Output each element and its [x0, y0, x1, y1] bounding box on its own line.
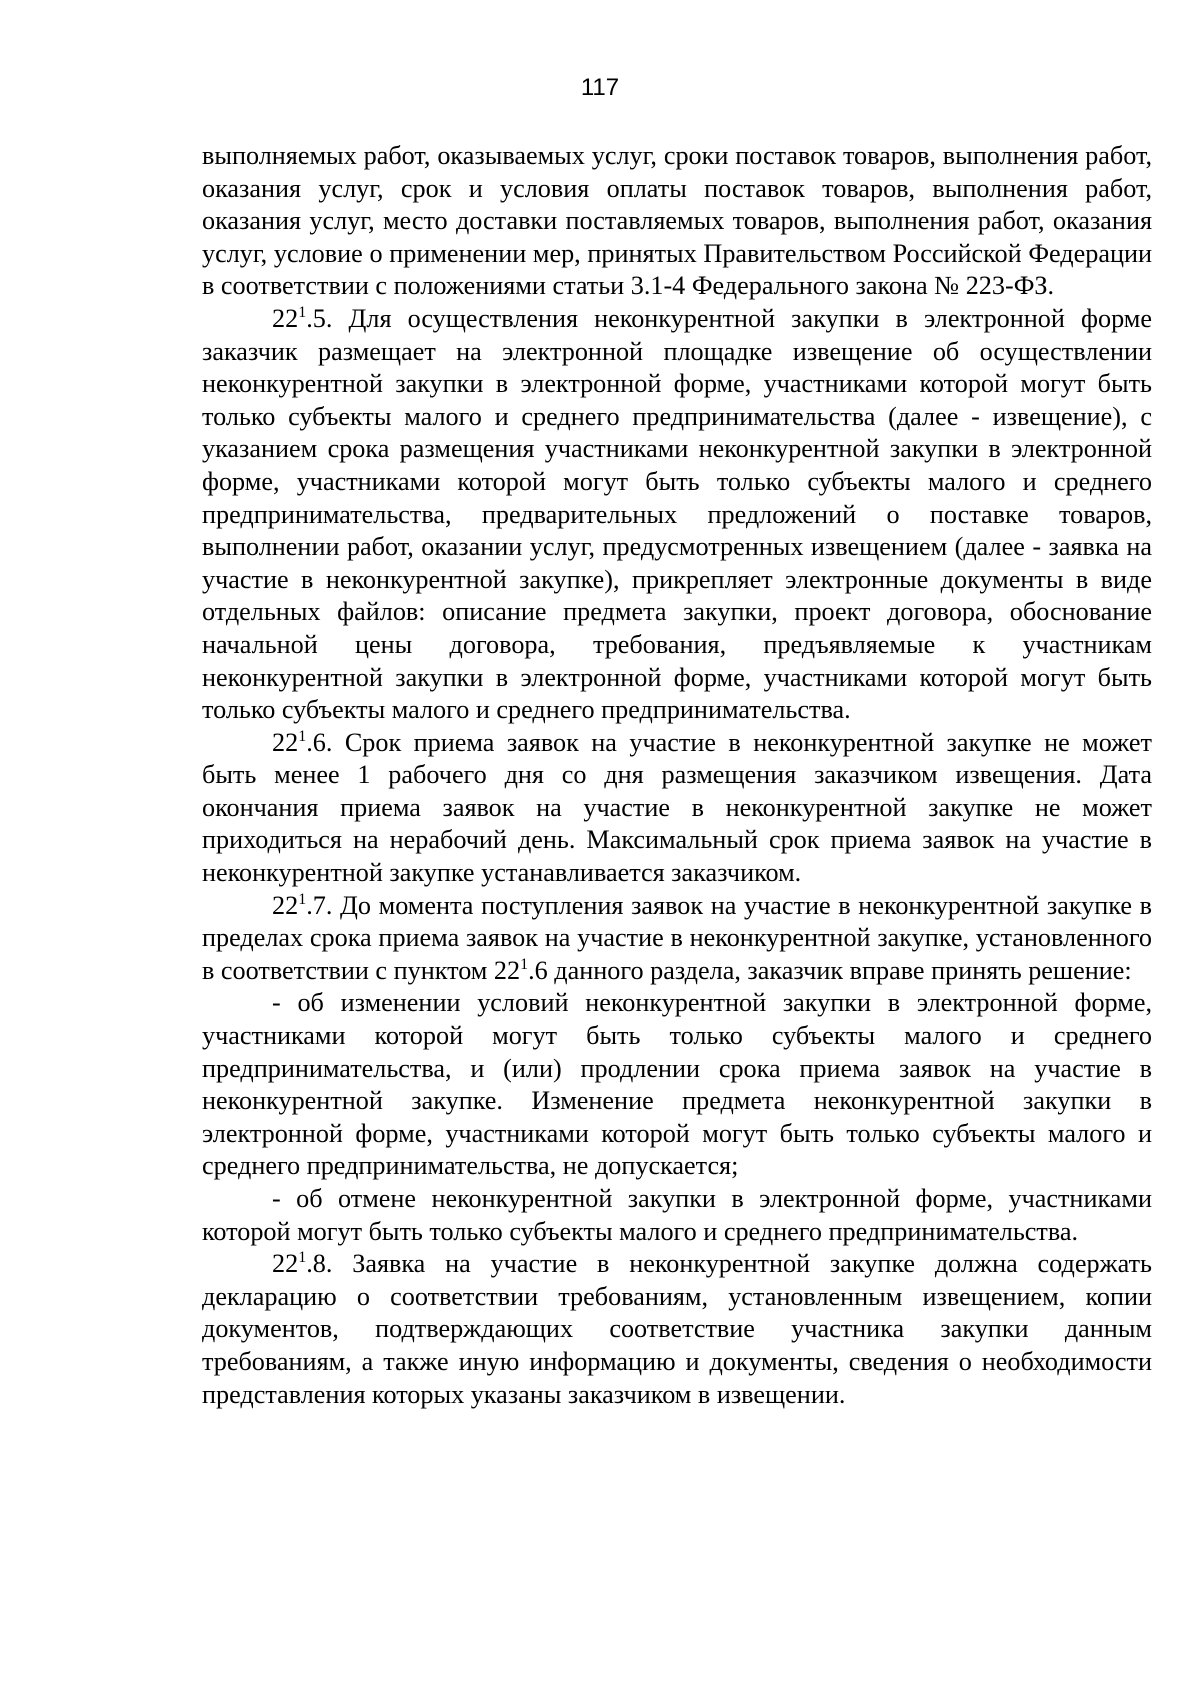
clause-number-rest: .6.: [306, 727, 333, 757]
clause-number-superscript: 1: [298, 1249, 307, 1267]
page-number: 117: [580, 74, 620, 101]
clause-number-rest: .5.: [306, 303, 333, 333]
clause-number-superscript: 1: [298, 890, 307, 908]
clause-number-superscript: 1: [298, 303, 307, 321]
clause-number-superscript: 1: [298, 727, 307, 745]
paragraph-22-1-5: [202, 303, 1152, 727]
paragraph-text: выполняемых работ, оказываемых услуг, сроки поставок товаров, выполнения работ, оказания услуг, срок и условия оплаты поставок товаров, выполнения работ, оказания услуг, место доставки поставляемых товаров, выполнения работ, оказания услуг, условие о применении мер, принятых Правительством Российской Федерации в соответствии с положениями статьи 3.1-4 Федерального закона № 223-ФЗ.: [202, 141, 1152, 301]
list-item-cancel-purchase: [202, 1183, 1152, 1248]
paragraph-text-after: данного раздела, заказчик вправе принять решение:: [547, 955, 1132, 985]
paragraph-text: - об отмене неконкурентной закупки в электронной форме, участниками которой могут быть только субъекты малого и среднего предпринимательства.: [202, 1184, 1152, 1246]
paragraph-text: Срок приема заявок на участие в неконкурентной закупке не может быть менее 1 рабочего дня со дня размещения заказчиком извещения. Дата окончания приема заявок на участие в неконкурентной закупке не может приходиться на нерабочий день. Максимальный срок приема заявок на участие в неконкурентной закупке устанавливается заказчиком.: [202, 727, 1152, 888]
reference-number-rest: .6: [528, 955, 548, 985]
clause-number-base: 22: [272, 303, 299, 333]
reference-number-base: 22: [493, 955, 521, 985]
clause-number-base: 22: [272, 1249, 299, 1279]
clause-number-rest: .7.: [306, 890, 333, 920]
paragraph-text: - об изменении условий неконкурентной закупки в электронной форме, участниками которой могут быть только субъекты малого и среднего предпринимательства, и (или) продлении срока приема заявок на участие в неконкурентной закупке. Изменение предмета неконкурентной закупки в электронной форме, участниками которой могут быть только субъекты малого и среднего предпринимательства, не допускается;: [202, 988, 1152, 1181]
list-item-change-conditions: [202, 987, 1152, 1183]
paragraph-22-1-8: [202, 1248, 1152, 1411]
document-body: [202, 140, 1152, 1411]
paragraph-22-1-6: [202, 727, 1152, 890]
paragraph-text: Заявка на участие в неконкурентной закупке должна содержать декларацию о соответствии требованиям, установленным извещением, копии документов, подтверждающих соответствие участника закупки данным требованиям, а также иную информацию и документы, сведения о необходимости представления которых указаны заказчиком в извещении.: [202, 1249, 1152, 1409]
paragraph-22-1-7: [202, 890, 1152, 988]
paragraph-text: Для осуществления неконкурентной закупки в электронной форме заказчик размещает на электронной площадке извещение об осуществлении неконкурентной закупки в электронной форме, участниками которой могут быть только субъекты малого и среднего предпринимательства (далее - извещение), с указанием срока размещения участниками неконкурентной закупки в электронной форме, участниками которой могут быть только субъекты малого и среднего предпринимательства, предварительных предложений о поставке товаров, выполнении работ, оказании услуг, предусмотренных извещением (далее - заявка на участие в неконкурентной закупке), прикрепляет электронные документы в виде отдельных файлов: описание предмета закупки, проект договора, обоснование начальной цены договора, требования, предъявляемые к участникам неконкурентной закупки в электронной форме, участниками которой могут быть только субъекты малого и среднего предпринимательства.: [202, 303, 1152, 725]
clause-number-base: 22: [272, 890, 299, 920]
clause-number-rest: .8.: [306, 1249, 333, 1279]
reference-number-superscript: 1: [520, 955, 529, 973]
paragraph-text: До момента поступления заявок на участие в неконкурентной закупке в пределах срока приема заявок на участие в неконкурентной закупке, установленного в соответствии с пунктом: [202, 890, 1152, 985]
paragraph-continuation: [202, 140, 1152, 303]
clause-number-base: 22: [272, 727, 299, 757]
